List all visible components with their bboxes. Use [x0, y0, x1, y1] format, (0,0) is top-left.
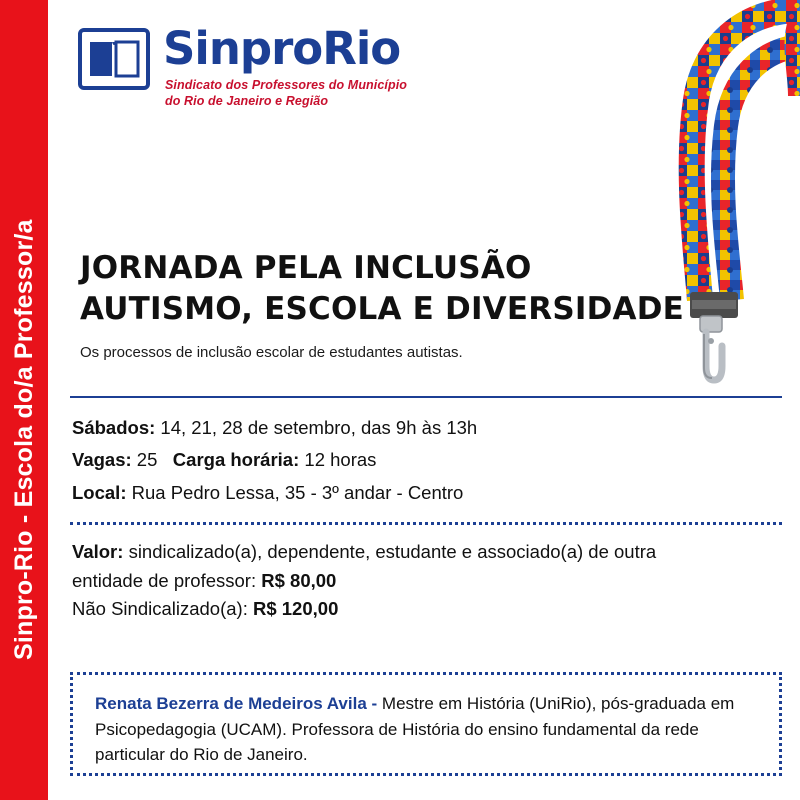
info-place-value: Rua Pedro Lessa, 35 - 3º andar - Centro	[131, 481, 464, 503]
price-line-2	[72, 567, 782, 596]
poster-content	[48, 0, 800, 800]
price-line-3	[72, 595, 782, 624]
title-block	[80, 248, 685, 362]
info-place	[72, 477, 772, 509]
side-band	[0, 0, 48, 800]
info-seats-value: 25	[136, 449, 158, 471]
divider-top	[70, 396, 782, 398]
logo-subtitle-line2: do Rio de Janeiro e Região	[165, 94, 329, 108]
speaker-name: Renata Bezerra de Medeiros Avila -	[95, 694, 378, 713]
price-text-3: Não Sindicalizado(a):	[72, 598, 253, 620]
info-block	[72, 412, 772, 509]
price-label: Valor:	[72, 541, 124, 562]
price-block	[72, 538, 782, 624]
info-dates-label: Sábados:	[72, 417, 156, 438]
price-line-1	[72, 538, 782, 567]
info-seats-label: Vagas:	[72, 449, 132, 471]
divider-dotted	[70, 522, 782, 525]
info-place-label: Local:	[72, 481, 127, 503]
title-line-1: JORNADA PELA INCLUSÃO	[80, 250, 532, 286]
logo-wordmark: SinproRio	[163, 22, 401, 75]
speaker-text	[95, 691, 757, 768]
logo-block	[68, 22, 488, 122]
logo-subtitle-line1: Sindicato dos Professores do Município	[165, 78, 408, 92]
price-text-2: entidade de professor:	[72, 569, 262, 591]
info-dates	[72, 412, 772, 444]
side-band-label: Sinpro-Rio - Escola do/a Professor/a	[10, 219, 38, 660]
speaker-box	[70, 672, 782, 776]
info-hours-value: 12 horas	[304, 449, 377, 471]
info-dates-value: 14, 21, 28 de setembro, das 9h às 13h	[160, 417, 478, 438]
open-book-icon	[78, 28, 150, 90]
speaker-bio: Mestre em História (UniRio), pós-graduada em Psicopedagogia (UCAM). Professora de História do ensino fundamental da rede particular do Rio de Janeiro.	[95, 694, 735, 764]
lanyard-clip	[700, 316, 722, 380]
title-line-2: AUTISMO, ESCOLA E DIVERSIDADE	[80, 291, 685, 328]
price-nonmember-value: R$ 120,00	[252, 598, 339, 620]
info-seats-hours	[72, 444, 772, 476]
info-hours-label: Carga horária:	[172, 449, 300, 471]
subtitle: Os processos de inclusão escolar de estudantes autistas.	[80, 344, 463, 362]
price-text-1: sindicalizado(a), dependente, estudante e associado(a) de outra	[128, 541, 657, 562]
price-member-value: R$ 80,00	[261, 569, 337, 591]
